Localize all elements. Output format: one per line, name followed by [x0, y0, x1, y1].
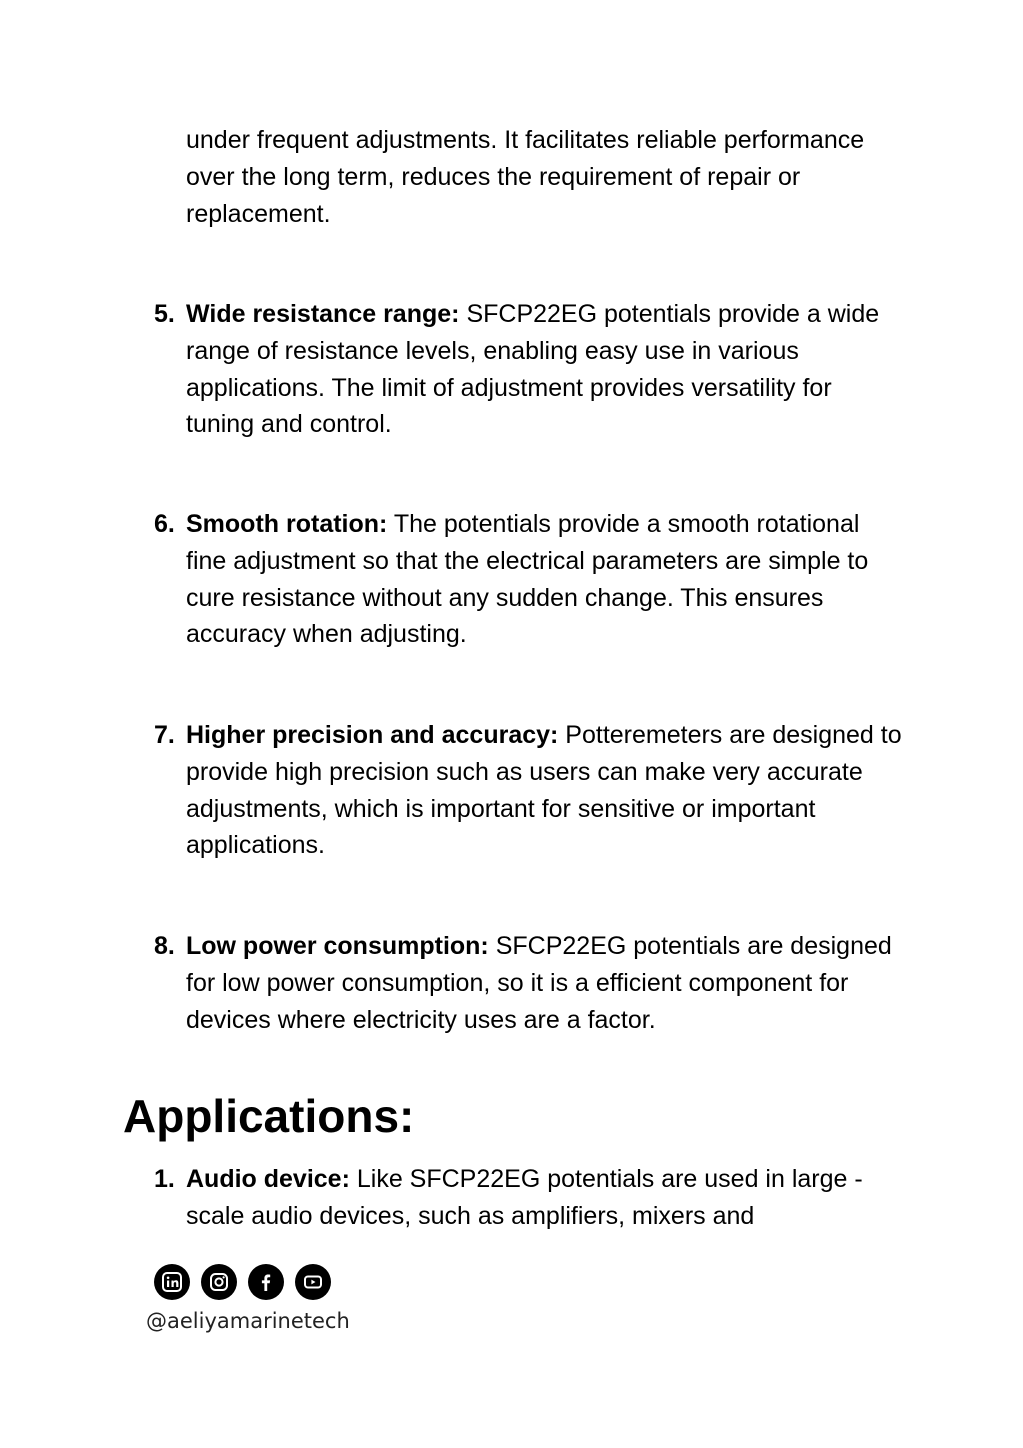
list-number: 5. [154, 300, 175, 328]
list-item-body [186, 717, 906, 864]
social-handle: @aeliyamarinetech [146, 1309, 350, 1333]
feature-text: SFCP22EG potentials are designed for low power consumption, so it is a efficient component for devices where electricity uses are a factor. [186, 932, 892, 1034]
list-item-body [186, 296, 906, 443]
list-number: 6. [154, 510, 175, 538]
feature-term: Low power consumption: [186, 932, 489, 960]
feature-term: Wide resistance range: [186, 300, 460, 328]
list-number: 7. [154, 721, 175, 749]
feature-term: Higher precision and accuracy: [186, 721, 559, 749]
instagram-icon[interactable] [201, 1264, 237, 1300]
intro-paragraph: under frequent adjustments. It facilitates reliable performance over the long term, reduces the requirement of repair or replacement. [186, 126, 865, 228]
list-item-feature-8 [154, 928, 914, 1038]
list-item-body [186, 1161, 906, 1235]
applications-heading: Applications: [123, 1090, 415, 1142]
list-item-application-1 [154, 1161, 914, 1235]
application-term: Audio device: [186, 1165, 350, 1193]
social-icons [154, 1264, 331, 1300]
facebook-icon[interactable] [248, 1264, 284, 1300]
list-item-body [186, 928, 906, 1038]
linkedin-icon[interactable] [154, 1264, 190, 1300]
list-item-body [186, 506, 906, 653]
feature-text: The potentials provide a smooth rotational fine adjustment so that the electrical parameters are simple to cure resistance without any sudden change. This ensures accuracy when adjusting. [186, 510, 869, 649]
feature-text: SFCP22EG potentials provide a wide range of resistance levels, enabling easy use in various applications. The limit of adjustment provides versatility for tuning and control. [186, 300, 880, 439]
feature-text: Potteremeters are designed to provide high precision such as users can make very accurate adjustments, which is important for sensitive or important applications. [186, 721, 902, 860]
list-number: 8. [154, 932, 175, 960]
youtube-icon[interactable] [295, 1264, 331, 1300]
feature-term: Smooth rotation: [186, 510, 388, 538]
application-text: Like SFCP22EG potentials are used in large -scale audio devices, such as amplifiers, mixers and [186, 1165, 863, 1230]
list-number: 1. [154, 1165, 175, 1193]
list-item-feature-6 [154, 506, 914, 653]
list-item-feature-7 [154, 717, 914, 864]
list-item-feature-5 [154, 296, 914, 443]
